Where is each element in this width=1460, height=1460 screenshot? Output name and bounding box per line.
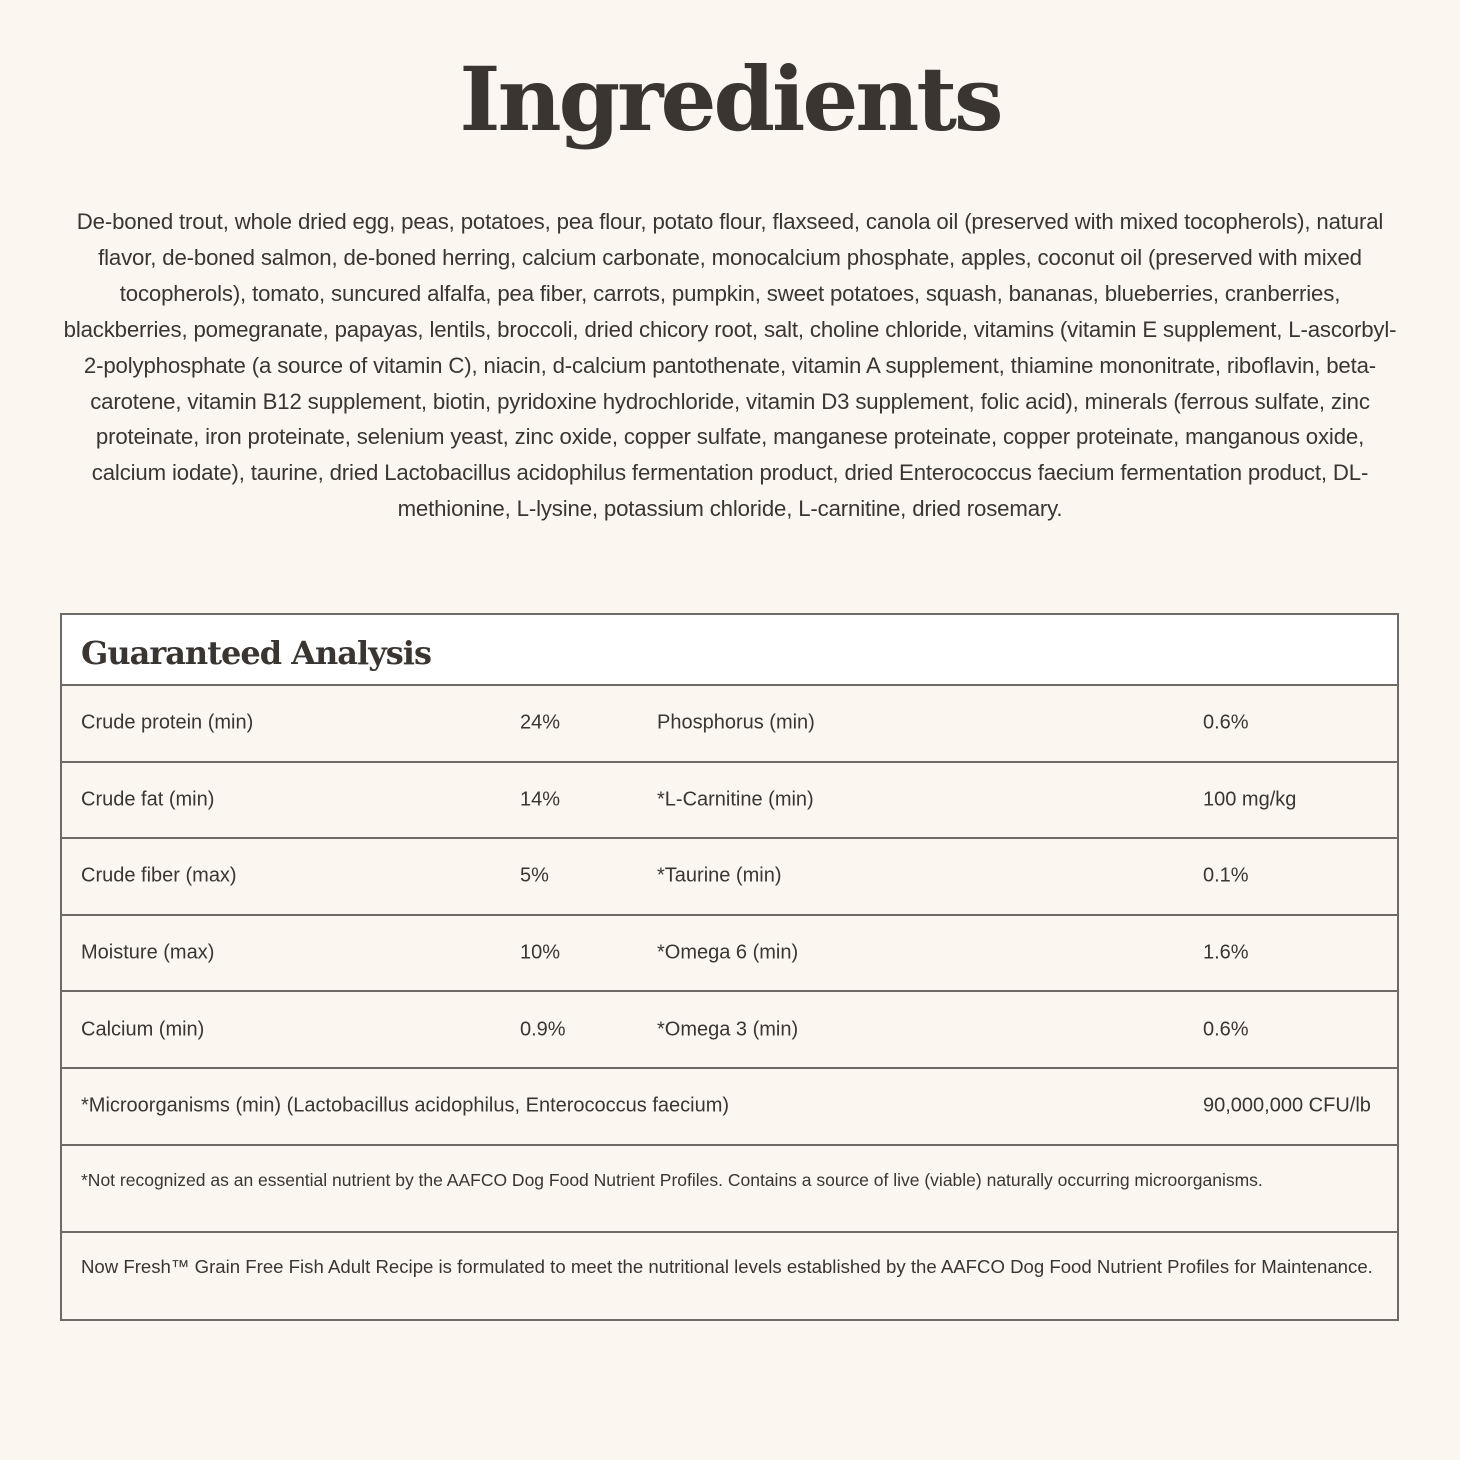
nutrient-name: Moisture (max) — [81, 941, 215, 964]
nutrient-value: 5% — [520, 864, 549, 887]
table-row — [62, 992, 1397, 1069]
nutrient-name: *L-Carnitine (min) — [657, 788, 814, 811]
nutrient-name: Crude protein (min) — [81, 711, 254, 734]
aafco-statement-text: Now Fresh™ Grain Free Fish Adult Recipe is formulated to meet the nutritional levels established by the AAFCO Dog Food Nutrient Profiles for Maintenance. — [81, 1255, 1373, 1277]
nutrient-value: 0.1% — [1203, 864, 1249, 887]
microorganisms-row — [62, 1069, 1397, 1146]
nutrient-name: Phosphorus (min) — [657, 711, 815, 734]
nutrient-name: Calcium (min) — [81, 1018, 205, 1041]
table-row — [62, 839, 1397, 916]
microorganisms-value: 90,000,000 CFU/lb — [1203, 1094, 1371, 1117]
nutrient-value: 14% — [520, 788, 561, 811]
table-row — [62, 916, 1397, 993]
nutrient-name: *Taurine (min) — [657, 864, 782, 887]
nutrient-name: *Omega 3 (min) — [657, 1018, 799, 1041]
table-row — [62, 763, 1397, 840]
nutrient-value: 0.9% — [520, 1018, 566, 1041]
aafco-statement-row — [62, 1233, 1397, 1319]
ingredients-list: De-boned trout, whole dried egg, peas, potatoes, pea flour, potato flour, flaxseed, canola oil (preserved with mixed tocopherols), natural flavor, de-boned salmon, de-boned herring, calcium carbonate, monocalcium phosphate, apples, coconut oil (preserved with mixed tocopherols), tomato, suncured alfalfa, pea fiber, carrots, pumpkin, sweet potatoes, squash, bananas, blueberries, cranberries, blackberries, pomegranate, papayas, lentils, broccoli, dried chicory root, salt, choline chloride, vitamins (vitamin E supplement, L-ascorbyl-2-polyphosphate (a source of vitamin C), niacin, d-calcium pantothenate, vitamin A supplement, thiamine mononitrate, riboflavin, beta-carotene, vitamin B12 supplement, biotin, pyridoxine hydrochloride, vitamin D3 supplement, folic acid), minerals (ferrous sulfate, zinc proteinate, iron proteinate, selenium yeast, zinc oxide, copper sulfate, manganese proteinate, copper proteinate, manganous oxide, calcium iodate), taurine, dried Lactobacillus acidophilus fermentation product, dried Enterococcus faecium fermentation product, DL-methionine, L-lysine, potassium chloride, L-carnitine, dried rosemary. — [63, 209, 1397, 522]
nutrient-name: Crude fiber (max) — [81, 864, 237, 887]
footnote-row — [62, 1146, 1397, 1233]
nutrient-name: *Omega 6 (min) — [657, 941, 799, 964]
footnote-text: *Not recognized as an essential nutrient by the AAFCO Dog Food Nutrient Profiles. Contains a source of live (viable) naturally occurring microorganisms. — [81, 1169, 1263, 1190]
analysis-header — [62, 615, 1397, 686]
table-row — [62, 686, 1397, 763]
nutrient-name: Crude fat (min) — [81, 788, 215, 811]
page-title: Ingredients — [459, 47, 1001, 151]
analysis-title: Guaranteed Analysis — [81, 633, 431, 672]
nutrient-value: 10% — [520, 941, 561, 964]
nutrient-value: 1.6% — [1203, 941, 1249, 964]
nutrient-value: 0.6% — [1203, 711, 1249, 734]
guaranteed-analysis-table — [60, 613, 1399, 1321]
nutrient-value: 0.6% — [1203, 1018, 1249, 1041]
nutrient-value: 24% — [520, 711, 561, 734]
microorganisms-name: *Microorganisms (min) (Lactobacillus acidophilus, Enterococcus faecium) — [81, 1094, 730, 1117]
nutrient-value: 100 mg/kg — [1203, 788, 1297, 811]
